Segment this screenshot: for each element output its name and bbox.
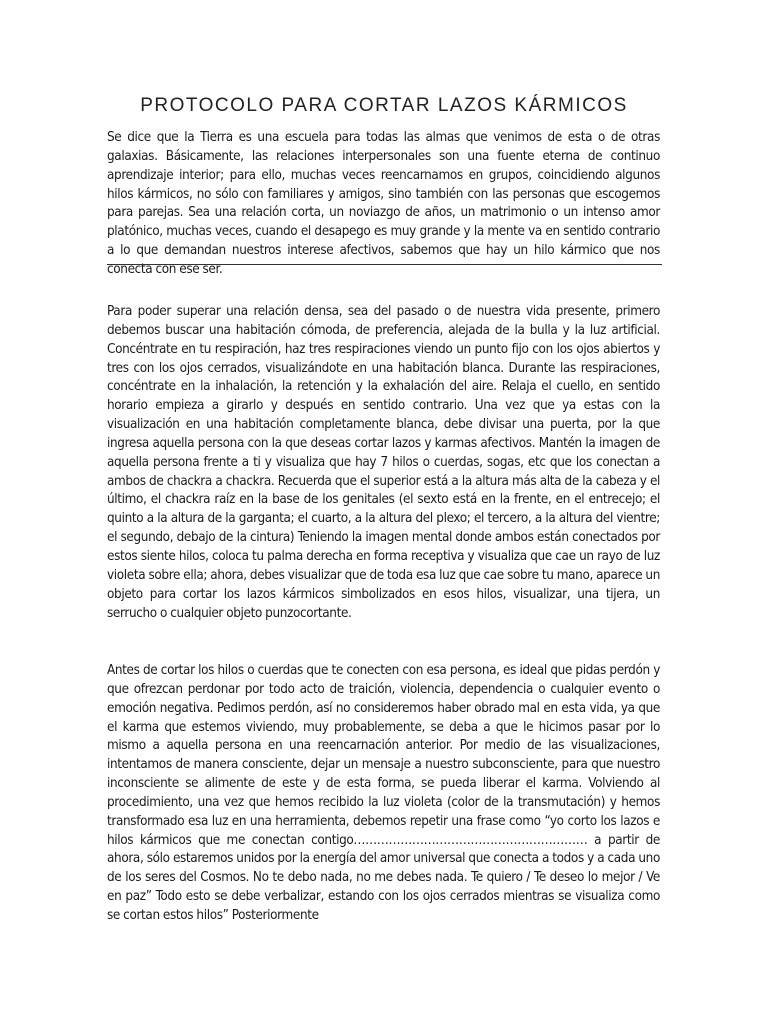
paragraph-procedure: Para poder superar una relación densa, sea del pasado o de nuestra vida presente, primero debemos buscar una habitación cómoda, de preferencia, alejada de la bulla y la luz artificial. Concéntrate en tu respiración, haz tres respiraciones viendo un punto fijo con los ojos abiertos y tres con los ojos cerrados, visualizándote en una habitación blanca. Durante las respiraciones, concéntrate en la inhalación, la retención y la exhalación del aire. Relaja el cuello, en sentido horario empieza a girarlo y después en sentido contrario. Una vez que ya estas con la visualización en una habitación completamente blanca, debe divisar una puerta, por la que ingresa aquella persona con la que deseas cortar lazos y karmas afectivos. Mantén la imagen de aquella persona frente a ti y visualiza que hay 7 hilos o cuerdas, sogas, etc que los conectan a ambos de chackra a chackra. Recuerda que el superior está a la altura más alta de la cabeza y el último, el chackra raíz en la base de los genitales (el sexto está en la frente, en el entrecejo; el quinto a la altura de la garganta; el cuarto, a la altura del plexo; el tercero, a la altura del vientre; el segundo, debajo de la cintura) Teniendo la imagen mental donde ambos están conectados por estos siente hilos, coloca tu palma derecha en forma receptiva y visualiza que cae un rayo de luz violeta sobre ella; ahora, debes visualizar que de toda esa luz que cae sobre tu mano, aparece un objeto para cortar los lazos kármicos simbolizados en esos hilos, visualizar, una tijera, un serrucho o cualquier objeto punzocortante. xyxy=(107,304,660,621)
section-divider xyxy=(107,264,662,265)
document-title: PROTOCOLO PARA CORTAR LAZOS KÁRMICOS xyxy=(140,95,628,116)
paragraph-intro: Se dice que la Tierra es una escuela para todas las almas que venimos de esta o de otras galaxias. Básicamente, las relaciones interpersonales son una fuente eterna de continuo aprendizaje interior; para ello, muchas veces reencarnamos en grupos, coincidiendo algunos hilos kármicos, no sólo con familiares y amigos, sino también con las personas que escogemos para parejas. Sea una relación corta, un noviazgo de años, un matrimonio o un intenso amor platónico, muchas veces, cuando el desapego es muy grande y la mente va en sentido contrario a lo que demandan nuestros interese afectivos, sabemos que hay un hilo kármico que nos conecta con ese ser. xyxy=(107,130,660,277)
paragraph-forgiveness: Antes de cortar los hilos o cuerdas que te conecten con esa persona, es ideal que pidas perdón y que ofrezcan perdonar por todo acto de traición, violencia, dependencia o cualquier evento o emoción negativa. Pedimos perdón, así no consideremos haber obrado mal en esta vida, ya que el karma que estemos viviendo, muy probablemente, se deba a que le hicimos pasar por lo mismo a aquella persona en una reencarnación anterior. Por medio de las visualizaciones, intentamos de manera consciente, dejar un mensaje a nuestro subconsciente, para que nuestro inconsciente se alimente de este y de esta forma, se pueda liberar el karma. Volviendo al procedimiento, una vez que hemos recibido la luz violeta (color de la transmutación) y hemos transformado esa luz en una herramienta, debemos repetir una frase como “yo corto los lazos e hilos kármicos que me conectan contigo…………………………………………………… a partir de ahora, sólo estaremos unidos por la energía del amor universal que conecta a todos y a cada uno de los seres del Cosmos. No te debo nada, no me debes nada. Te quiero / Te deseo lo mejor / Ve en paz” Todo esto se debe verbalizar, estando con los ojos cerrados mientras se visualiza como se cortan estos hilos” Posteriormente xyxy=(107,663,660,923)
